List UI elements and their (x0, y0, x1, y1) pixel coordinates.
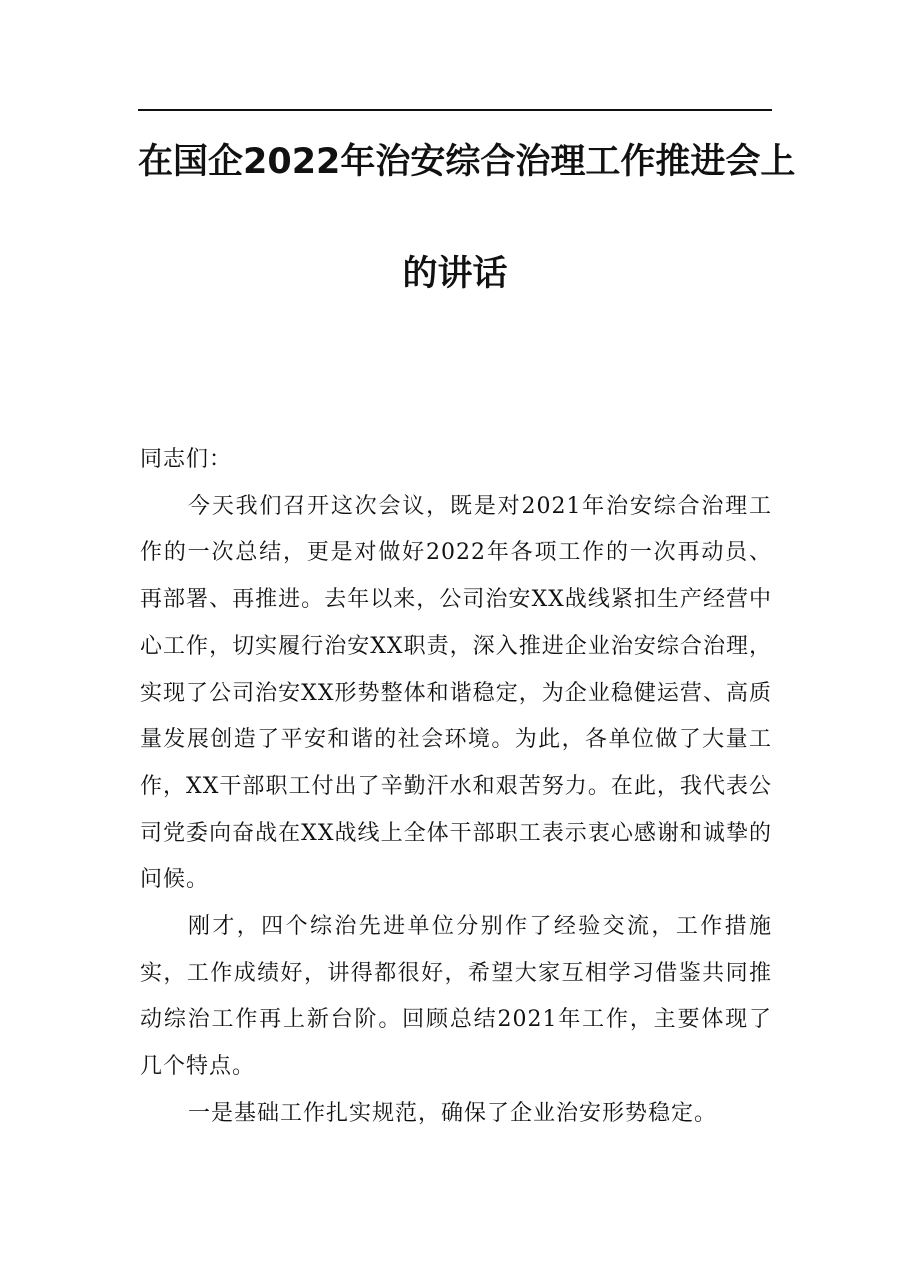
header-rule (138, 109, 772, 111)
document-title-line-2: 的讲话 (402, 254, 508, 294)
document-body (140, 437, 772, 1138)
document-title-line-1: 在国企2022年治安综合治理工作推进会上 (138, 142, 796, 182)
salutation: 同志们： (140, 447, 233, 472)
paragraph-3: 一是基础工作扎实规范，确保了企业治安形势稳定。 (188, 1100, 718, 1126)
paragraph-2: 刚才，四个综治先进单位分别作了经验交流，工作措施实，工作成绩好，讲得都很好，希望大家互相学习借鉴共同推动综治工作再上新台阶。回顾总结2021年工作，主要体现了几个特点。 (140, 914, 772, 1080)
paragraph-1: 今天我们召开这次会议，既是对2021年治安综合治理工作的一次总结，更是对做好2022年各项工作的一次再动员、再部署、再推进。去年以来，公司治安XX战线紧扣生产经营中心工作，切实履行治安XX职责，深入推进企业治安综合治理，实现了公司治安XX形势整体和谐稳定，为企业稳健运营、高质量发展创造了平安和谐的社会环境。为此，各单位做了大量工作，XX干部职工付出了辛勤汗水和艰苦努力。在此，我代表公司党委向奋战在XX战线上全体干部职工表示衷心感谢和诚挚的问候。 (140, 493, 772, 893)
